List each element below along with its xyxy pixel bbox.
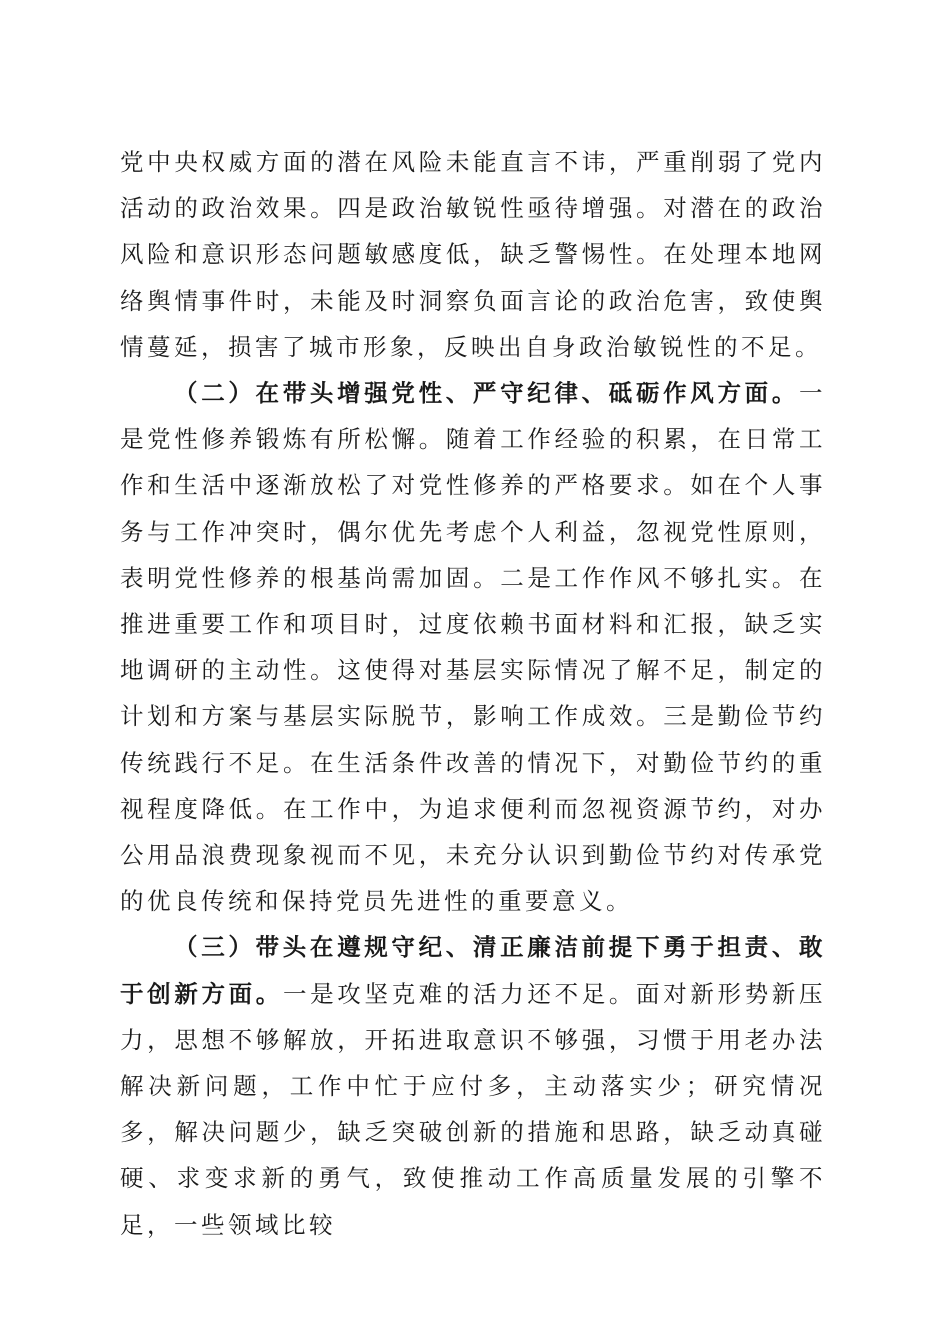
paragraph-1 bbox=[120, 139, 826, 370]
paragraph-3 bbox=[120, 924, 826, 1247]
section-3-heading: （三）带头在遵规守纪、清正廉洁前提下勇于担责、敢于创新方面。 bbox=[120, 933, 826, 1008]
section-2-heading: （二）在带头增强党性、严守纪律、砥砺作风方面。 bbox=[174, 379, 799, 408]
paragraph-2 bbox=[120, 370, 826, 924]
document-body bbox=[120, 139, 826, 1248]
paragraph-3-body: 一是攻坚克难的活力还不足。面对新形势新压力，思想不够解放，开拓进取意识不够强，习惯于用老办法解决新问题，工作中忙于应付多，主动落实少；研究情况多，解决问题少，缺乏突破创新的措施和思路，缺乏动真碰硬、求变求新的勇气，致使推动工作高质量发展的引擎不足，一些领域比较 bbox=[120, 979, 827, 1239]
paragraph-1-body: 党中央权威方面的潜在风险未能直言不讳，严重削弱了党内活动的政治效果。四是政治敏锐性亟待增强。对潜在的政治风险和意识形态问题敏感度低，缺乏警惕性。在处理本地网络舆情事件时，未能及时洞察负面言论的政治危害，致使舆情蔓延，损害了城市形象，反映出自身政治敏锐性的不足。 bbox=[120, 148, 826, 361]
paragraph-2-body: 一是党性修养锻炼有所松懈。随着工作经验的积累，在日常工作和生活中逐渐放松了对党性修养的严格要求。如在个人事务与工作冲突时，偶尔优先考虑个人利益，忽视党性原则，表明党性修养的根基尚需加固。二是工作作风不够扎实。在推进重要工作和项目时，过度依赖书面材料和汇报，缺乏实地调研的主动性。这使得对基层实际情况了解不足，制定的计划和方案与基层实际脱节，影响工作成效。三是勤俭节约传统践行不足。在生活条件改善的情况下，对勤俭节约的重视程度降低。在工作中，为追求便利而忽视资源节约，对办公用品浪费现象视而不见，未充分认识到勤俭节约对传承党的优良传统和保持党员先进性的重要意义。 bbox=[120, 379, 826, 916]
